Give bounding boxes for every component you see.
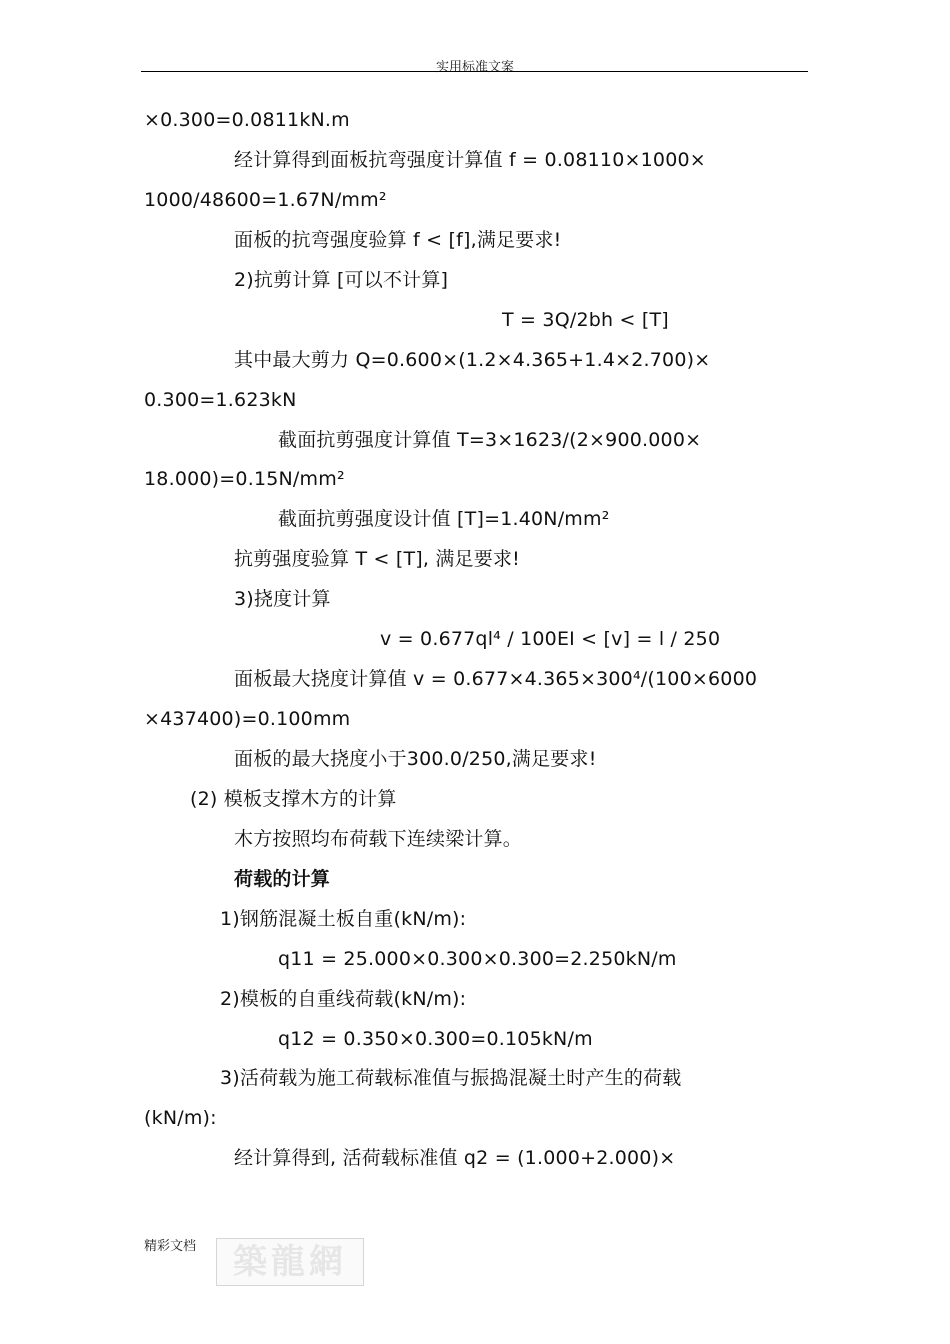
- text-line: ×437400)=0.100mm: [144, 708, 351, 730]
- formula-line: q11 = 25.000×0.300×0.300=2.250kN/m: [278, 948, 677, 970]
- formula-line: T = 3Q/2bh < [T]: [502, 309, 669, 331]
- text-line: (kN/m):: [144, 1107, 217, 1129]
- text-line: 3)挠度计算: [234, 588, 331, 610]
- formula-line: q12 = 0.350×0.300=0.105kN/m: [278, 1028, 593, 1050]
- text-line: 抗剪强度验算 T < [T], 满足要求!: [234, 548, 520, 570]
- text-line: 其中最大剪力 Q=0.600×(1.2×4.365+1.4×2.700)×: [234, 349, 711, 371]
- text-line: 18.000)=0.15N/mm²: [144, 468, 345, 490]
- text-line: 2)抗剪计算 [可以不计算]: [234, 269, 449, 291]
- section-heading: (2) 模板支撑木方的计算: [190, 788, 397, 810]
- text-line: ×0.300=0.0811kN.m: [144, 109, 350, 131]
- text-line: 3)活荷载为施工荷载标准值与振捣混凝土时产生的荷载: [220, 1067, 682, 1089]
- subsection-heading: 荷载的计算: [234, 868, 331, 890]
- watermark-logo: 築龍網: [216, 1238, 364, 1286]
- text-line: 1)钢筋混凝土板自重(kN/m):: [220, 908, 467, 930]
- text-line: 面板的最大挠度小于300.0/250,满足要求!: [234, 748, 597, 770]
- text-line: 截面抗剪强度设计值 [T]=1.40N/mm²: [278, 508, 610, 530]
- text-line: 面板最大挠度计算值 v = 0.677×4.365×300⁴/(100×6000: [234, 668, 758, 690]
- text-line: 1000/48600=1.67N/mm²: [144, 189, 387, 211]
- formula-line: v = 0.677ql⁴ / 100EI < [v] = l / 250: [380, 628, 721, 650]
- text-line: 面板的抗弯强度验算 f < [f],满足要求!: [234, 229, 562, 251]
- text-line: 经计算得到, 活荷载标准值 q2 = (1.000+2.000)×: [234, 1147, 676, 1169]
- page-header-title: 实用标准文案: [435, 60, 514, 75]
- text-line: 木方按照均布荷载下连续梁计算。: [234, 828, 523, 850]
- header-divider: [141, 71, 808, 72]
- text-line: 截面抗剪强度计算值 T=3×1623/(2×900.000×: [278, 429, 702, 451]
- text-line: 0.300=1.623kN: [144, 389, 297, 411]
- text-line: 2)模板的自重线荷载(kN/m):: [220, 988, 467, 1010]
- text-line: 经计算得到面板抗弯强度计算值 f = 0.08110×1000×: [234, 149, 706, 171]
- page-footer-label: 精彩文档: [144, 1239, 197, 1254]
